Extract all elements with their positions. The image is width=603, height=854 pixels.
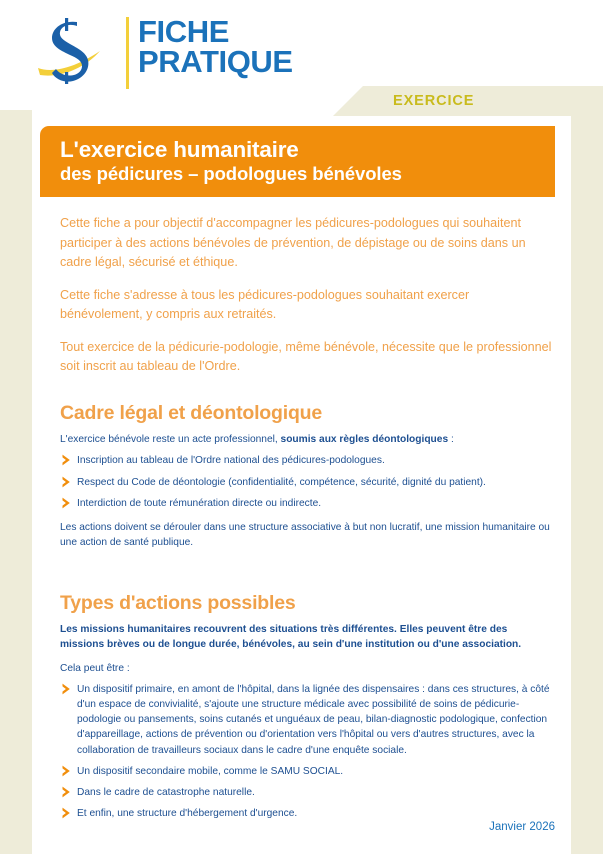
section-2-prompt: Cela peut être : <box>60 663 130 675</box>
list-item-label: Interdiction de toute rémunération directe ou indirecte. <box>77 497 322 509</box>
left-margin-band <box>0 110 32 854</box>
ordre-pedicures-podologues-logo-icon <box>32 18 118 84</box>
document-title-main: L'exercice humanitaire <box>60 137 299 162</box>
chevron-right-icon <box>61 807 73 819</box>
right-margin-band <box>571 110 603 854</box>
list-item <box>60 806 553 821</box>
chevron-right-icon <box>61 683 73 695</box>
brand-wordmark-line2: PRATIQUE <box>138 44 293 80</box>
list-item <box>60 475 553 490</box>
section-1-closing: Les actions doivent se dérouler dans une structure associative à but non lucratif, une mission humanitaire ou une action de santé publique. <box>60 521 550 548</box>
chevron-right-icon <box>61 786 73 798</box>
list-item-label: Inscription au tableau de l'Ordre national des pédicures-podologues. <box>77 455 385 467</box>
list-item <box>60 785 553 800</box>
document-title-sub: des pédicures – podologues bénévoles <box>60 163 402 185</box>
section-1-lead-bold: soumis aux règles déontologiques <box>280 434 449 446</box>
document-content <box>40 126 563 827</box>
list-item <box>60 496 553 511</box>
list-item-label: Un dispositif primaire, en amont de l'hôpital, dans la lignée des dispensaires : dans ces structures, à côté d'un espace de convivialité, s'ajoute une structure médicale avec possibilité de soins de pédicurie-podologie ou pansements, soins cutanés et unguéaux de peau, bilan-diagnostic podologique, confection d'appareillage, actions de prévention ou d'orientation vers l'hôpital ou vers d'autres structures, avec la collaboration de travailleurs sociaux dans le cadre d'une enquête sociale. <box>77 684 550 756</box>
intro-paragraph-2: Cette fiche s'adresse à tous les pédicures-podologues souhaitant exercer bénévolement, y compris aux retraités. <box>60 287 470 321</box>
list-item <box>60 764 553 779</box>
list-item-label: Respect du Code de déontologie (confidentialité, compétence, sécurité, dignité du patient). <box>77 476 486 488</box>
list-item <box>60 682 553 757</box>
chevron-right-icon <box>61 765 73 777</box>
section-1-lead <box>60 432 553 447</box>
list-item <box>60 453 553 468</box>
list-item-label: Dans le cadre de catastrophe naturelle. <box>77 786 255 798</box>
intro-paragraph-3: Tout exercice de la pédicurie-podologie, même bénévole, nécessite que le professionnel soit inscrit au tableau de l'Ordre. <box>60 340 552 374</box>
chevron-right-icon <box>61 476 73 488</box>
footer-date: Janvier 2026 <box>489 821 555 833</box>
section-2-lead: Les missions humanitaires recouvrent des situations très différentes. Elles peuvent être des missions brèves ou de longue durée, bénévoles, au sein d'une institution ou d'une association. <box>60 623 522 651</box>
document-header <box>0 0 603 110</box>
section-2-bullet-list <box>60 682 553 821</box>
document-title-banner <box>40 126 555 197</box>
list-item-label: Et enfin, une structure d'hébergement d'urgence. <box>77 807 298 819</box>
section-1-lead-tail: : <box>448 434 454 446</box>
chevron-right-icon <box>61 454 73 466</box>
intro-block <box>60 214 553 376</box>
section-1-bullet-list <box>60 453 553 510</box>
section-heading-types-actions: Types d'actions possibles <box>60 591 296 614</box>
intro-paragraph-1: Cette fiche a pour objectif d'accompagner les pédicures-podologues qui souhaitent participer à des actions bénévoles de prévention, de dépistage ou de soins dans un cadre légal, sécurisé et éthique. <box>60 216 526 269</box>
category-ribbon-label: EXERCICE <box>393 93 475 109</box>
chevron-right-icon <box>61 497 73 509</box>
section-1-lead-normal: L'exercice bénévole reste un acte professionnel, <box>60 434 281 446</box>
section-heading-cadre-legal: Cadre légal et déontologique <box>60 402 323 425</box>
document-body <box>40 214 563 821</box>
logo-divider <box>126 17 129 89</box>
brand-wordmark <box>138 14 293 80</box>
list-item-label: Un dispositif secondaire mobile, comme le SAMU SOCIAL. <box>77 765 344 777</box>
brand-wordmark-line1: FICHE <box>138 14 230 49</box>
